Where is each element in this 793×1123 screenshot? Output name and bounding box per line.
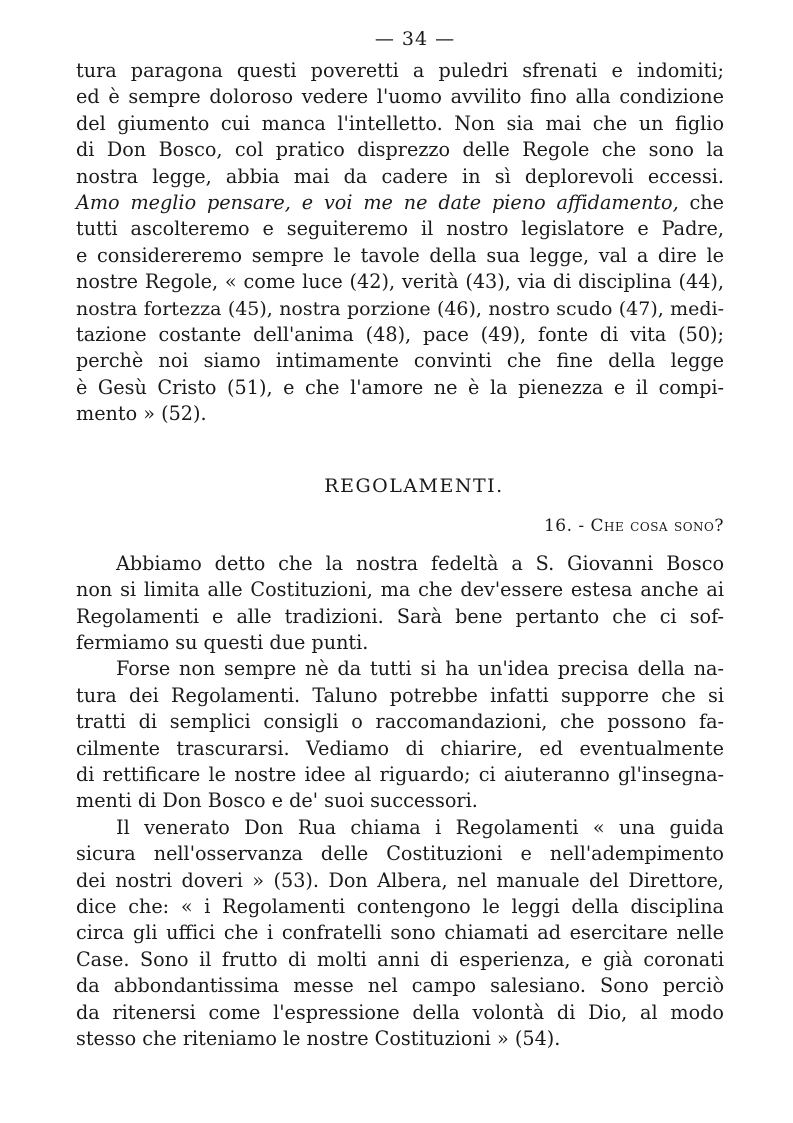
text-line: di rettificare le nostre idee al riguardo; ci aiuteranno gl'insegna- bbox=[76, 762, 724, 786]
section-title: REGOLAMENTI. bbox=[324, 474, 504, 497]
text-line: tazione costante dell'anima (48), pace (49), fonte di vita (50); bbox=[76, 323, 724, 347]
text-line: ed è sempre doloroso vedere l'uomo avvilito fino alla condizione bbox=[76, 85, 724, 109]
text-line: di Don Bosco, col pratico disprezzo delle Regole che sono la bbox=[76, 138, 724, 162]
paragraph bbox=[76, 815, 724, 1053]
text-line: Forse non sempre nè da tutti si ha un'idea precisa della na- bbox=[116, 657, 724, 681]
text-line: Regolamenti e alle tradizioni. Sarà bene pertanto che ci sof- bbox=[76, 604, 724, 628]
text-line: nostra legge, abbia mai da cadere in sì deplorevoli eccessi. bbox=[76, 164, 724, 188]
text-line: Abbiamo detto che la nostra fedeltà a S. Giovanni Bosco bbox=[116, 551, 724, 575]
text-line: perchè noi siamo intimamente convinti che fine della legge bbox=[76, 349, 724, 373]
book-page bbox=[76, 24, 724, 1052]
text-line: da abbondantissima messe nel campo salesiano. Sono perciò bbox=[76, 974, 724, 998]
text-line: Case. Sono il frutto di molti anni di esperienza, e già coronati bbox=[76, 947, 724, 971]
subsection-title: 16. - Che cosa sono? bbox=[543, 515, 724, 536]
text-line: menti di Don Bosco e de' suoi successori. bbox=[76, 789, 478, 813]
text-line: nostre Regole, « come luce (42), verità (43), via di disciplina (44), bbox=[76, 270, 724, 294]
text-fragment: che bbox=[678, 191, 725, 215]
text-line: tutti ascolteremo e seguiteremo il nostro legislatore e Padre, bbox=[76, 217, 724, 241]
text-line: è Gesù Cristo (51), e che l'amore ne è la pienezza e il compi- bbox=[76, 375, 724, 399]
paragraph bbox=[76, 551, 724, 657]
text-line: fermiamo su questi due punti. bbox=[76, 630, 369, 654]
text-line: dei nostri doveri » (53). Don Albera, nel manuale del Direttore, bbox=[76, 868, 724, 892]
text-line: tratti di semplici consigli o raccomandazioni, che possono fa- bbox=[76, 710, 724, 734]
paragraph-continued bbox=[76, 58, 724, 428]
text-line: circa gli uffici che i confratelli sono chiamati ad esercitare nelle bbox=[76, 921, 724, 945]
text-line-mixed bbox=[76, 190, 724, 216]
text-line: dice che: « i Regolamenti contengono le leggi della disciplina bbox=[76, 894, 724, 918]
page-number: — 34 — bbox=[374, 28, 456, 50]
text-line: Il venerato Don Rua chiama i Regolamenti « una guida bbox=[116, 815, 724, 839]
text-line: non si limita alle Costituzioni, ma che dev'essere estesa anche ai bbox=[76, 578, 724, 602]
text-line: e considereremo sempre le tavole della sua legge, val a dire le bbox=[76, 243, 724, 267]
paragraph bbox=[76, 656, 724, 814]
text-line: tura dei Regolamenti. Taluno potrebbe infatti supporre che si bbox=[76, 683, 724, 707]
text-line: tura paragona questi poveretti a puledri sfrenati e indomiti; bbox=[76, 59, 724, 82]
text-line: sicura nell'osservanza delle Costituzioni e nell'adempimento bbox=[76, 842, 724, 866]
text-line: cilmente trascurarsi. Vediamo di chiarire, ed eventualmente bbox=[76, 736, 724, 760]
text-line: nostra fortezza (45), nostra porzione (46), nostro scudo (47), medi- bbox=[76, 297, 724, 320]
text-line: da ritenersi come l'espressione della volontà di Dio, al modo bbox=[76, 1000, 724, 1024]
text-line: stesso che riteniamo le nostre Costituzioni » (54). bbox=[76, 1027, 561, 1050]
italic-phrase: Amo meglio pensare, e voi me ne date pieno affidamento, bbox=[76, 191, 679, 215]
text-line: del giumento cui manca l'intelletto. Non sia mai che un figlio bbox=[76, 111, 724, 135]
text-line: mento » (52). bbox=[76, 402, 207, 426]
